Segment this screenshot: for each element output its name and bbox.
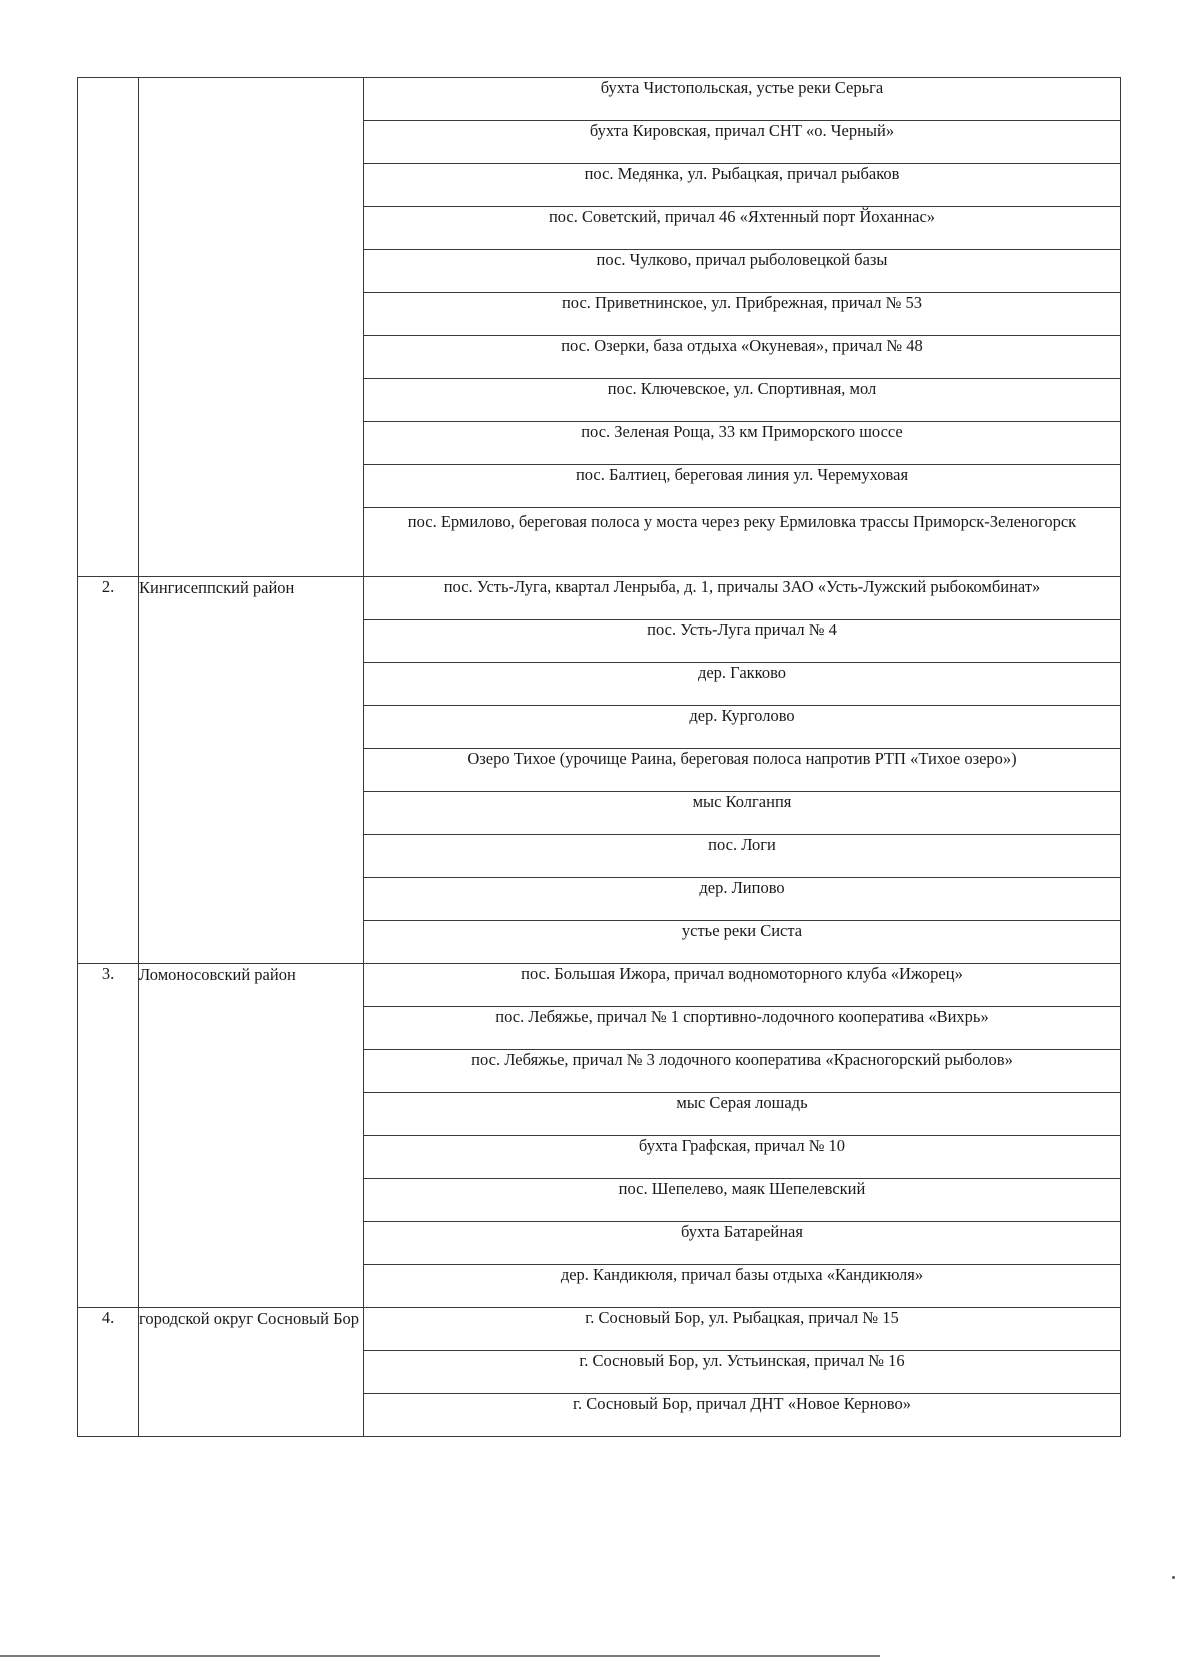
location-cell: пос. Большая Ижора, причал водномоторного клуба «Ижорец» <box>364 964 1121 1007</box>
location-cell: пос. Озерки, база отдыха «Окуневая», причал № 48 <box>364 336 1121 379</box>
location-cell: бухта Кировская, причал СНТ «о. Черный» <box>364 121 1121 164</box>
district-name: городской округ Сосновый Бор <box>139 1308 364 1437</box>
location-cell: бухта Графская, причал № 10 <box>364 1136 1121 1179</box>
location-cell: Озеро Тихое (урочище Раина, береговая полоса напротив РТП «Тихое озеро») <box>364 749 1121 792</box>
location-cell: дер. Кандикюля, причал базы отдыха «Кандикюля» <box>364 1265 1121 1308</box>
location-cell: пос. Зеленая Роща, 33 км Приморского шоссе <box>364 422 1121 465</box>
location-cell: пос. Логи <box>364 835 1121 878</box>
district-name <box>139 78 364 577</box>
location-cell: бухта Батарейная <box>364 1222 1121 1265</box>
location-cell: г. Сосновый Бор, ул. Устьинская, причал № 16 <box>364 1351 1121 1394</box>
location-cell: пос. Советский, причал 46 «Яхтенный порт Йоханнас» <box>364 207 1121 250</box>
location-cell: пос. Медянка, ул. Рыбацкая, причал рыбаков <box>364 164 1121 207</box>
location-cell: пос. Лебяжье, причал № 1 спортивно-лодочного кооператива «Вихрь» <box>364 1007 1121 1050</box>
district-name: Ломоносовский район <box>139 964 364 1308</box>
row-number: 4. <box>78 1308 139 1437</box>
location-cell: дер. Липово <box>364 878 1121 921</box>
location-cell: дер. Гакково <box>364 663 1121 706</box>
location-cell: г. Сосновый Бор, ул. Рыбацкая, причал № 15 <box>364 1308 1121 1351</box>
location-cell: пос. Шепелево, маяк Шепелевский <box>364 1179 1121 1222</box>
location-cell: устье реки Систа <box>364 921 1121 964</box>
location-cell: пос. Ермилово, береговая полоса у моста через реку Ермиловка трассы Приморск-Зеленогорск <box>364 508 1121 577</box>
location-cell: пос. Усть-Луга причал № 4 <box>364 620 1121 663</box>
table-row <box>78 964 1121 1007</box>
table-row <box>78 1308 1121 1351</box>
row-number <box>78 78 139 577</box>
location-cell: г. Сосновый Бор, причал ДНТ «Новое Керново» <box>364 1394 1121 1437</box>
district-name: Кингисеппский район <box>139 577 364 964</box>
location-cell: пос. Ключевское, ул. Спортивная, мол <box>364 379 1121 422</box>
table-row <box>78 577 1121 620</box>
row-number: 2. <box>78 577 139 964</box>
row-number: 3. <box>78 964 139 1308</box>
scan-edge-line <box>0 1655 880 1657</box>
location-cell: пос. Чулково, причал рыболовецкой базы <box>364 250 1121 293</box>
scan-speck <box>1172 1576 1175 1579</box>
location-cell: мыс Колганпя <box>364 792 1121 835</box>
locations-table <box>77 77 1121 1437</box>
location-cell: пос. Приветнинское, ул. Прибрежная, причал № 53 <box>364 293 1121 336</box>
table-body <box>78 78 1121 1437</box>
location-cell: пос. Лебяжье, причал № 3 лодочного кооператива «Красногорский рыболов» <box>364 1050 1121 1093</box>
location-cell: дер. Курголово <box>364 706 1121 749</box>
location-cell: пос. Балтиец, береговая линия ул. Черемуховая <box>364 465 1121 508</box>
location-cell: пос. Усть-Луга, квартал Ленрыба, д. 1, причалы ЗАО «Усть-Лужский рыбокомбинат» <box>364 577 1121 620</box>
location-cell: бухта Чистопольская, устье реки Серьга <box>364 78 1121 121</box>
table-row <box>78 78 1121 121</box>
location-cell: мыс Серая лошадь <box>364 1093 1121 1136</box>
